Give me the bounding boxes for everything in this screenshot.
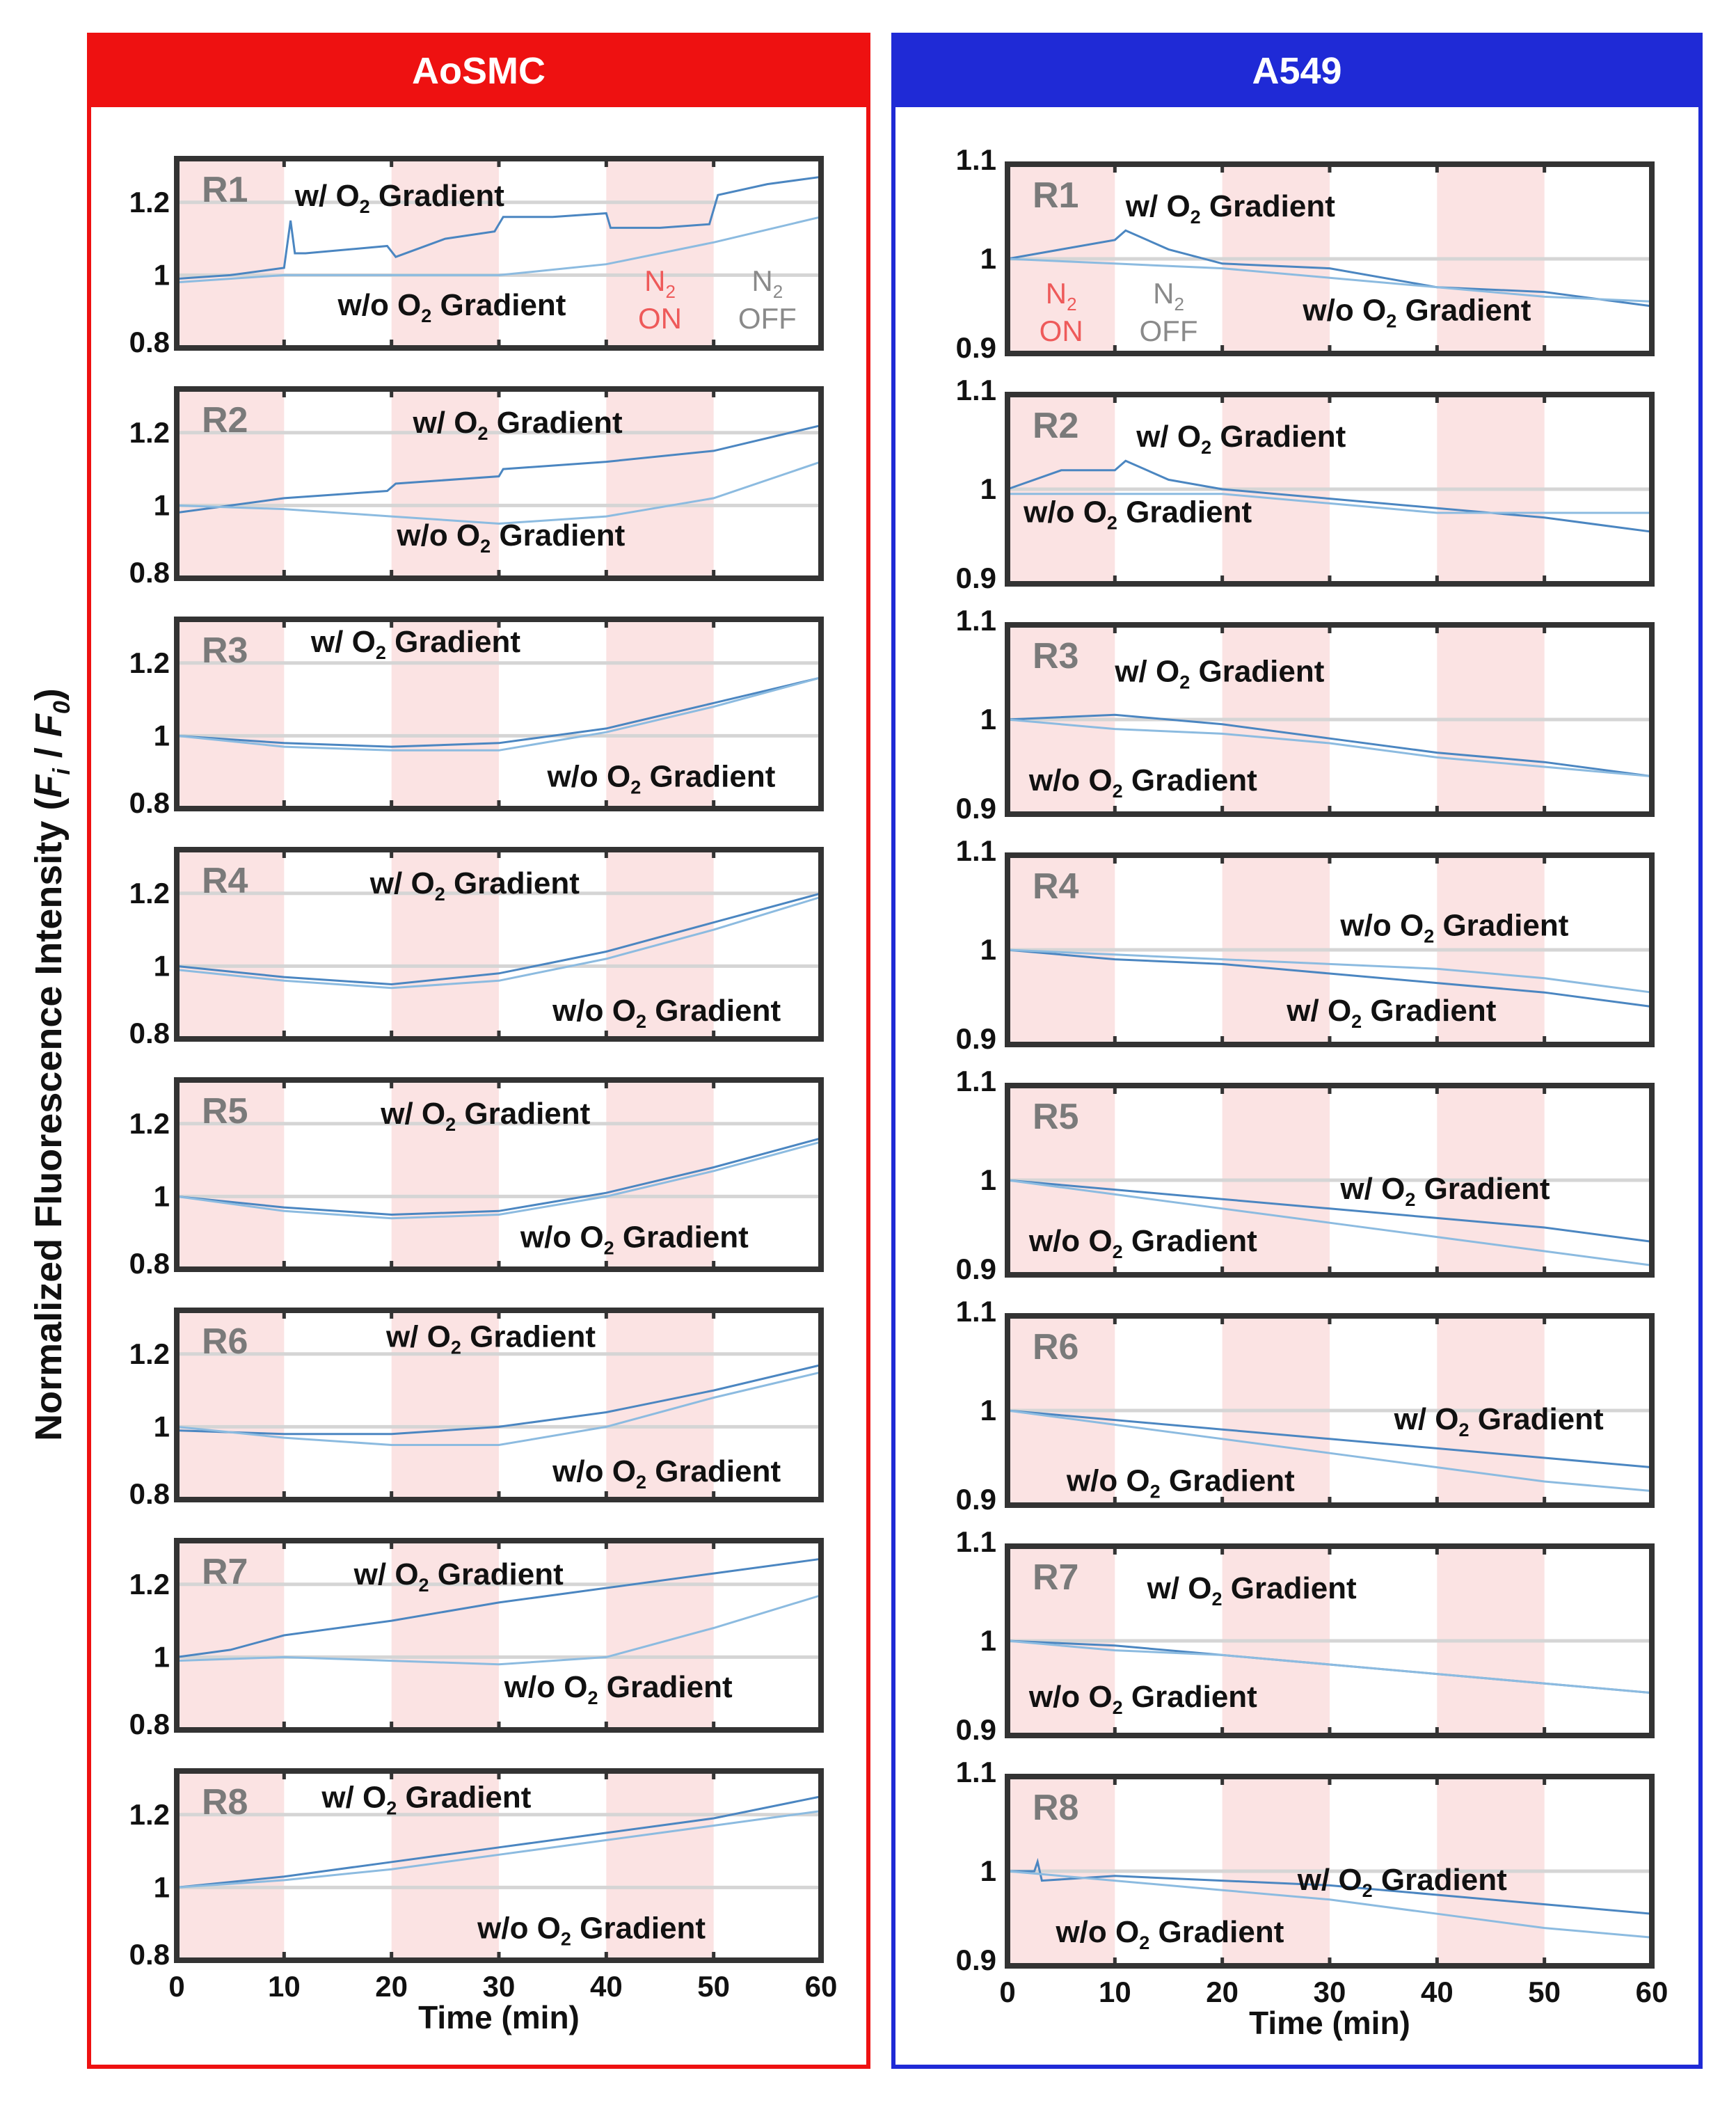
y-tick-label: 0.8 xyxy=(129,326,170,358)
series-annotation: w/ $O_2$ Gradient xyxy=(385,1319,596,1358)
row-label: R8 xyxy=(202,1782,248,1822)
n2-on-label-state: ON xyxy=(1039,315,1083,347)
x-tick-label: 10 xyxy=(267,1970,301,2003)
subplot-aosmc-r4 xyxy=(129,850,821,1049)
x-axis-title: Time (min) xyxy=(418,1999,580,2035)
subplot-aosmc-r7 xyxy=(129,1541,821,1740)
subplot-a549-r3 xyxy=(956,604,1652,825)
y-tick-label: 1.2 xyxy=(129,876,170,909)
subplot-a549-r8 xyxy=(956,1756,1669,2041)
subplot-aosmc-r6 xyxy=(129,1310,821,1510)
y-tick-label: 1 xyxy=(153,488,170,522)
row-label: R7 xyxy=(1033,1557,1079,1598)
y-tick-label: 1.1 xyxy=(955,604,996,637)
y-tick-label: 0.8 xyxy=(129,556,170,589)
n2-on-label-state: ON xyxy=(638,302,682,335)
row-label: R8 xyxy=(1033,1788,1079,1828)
y-tick-label: 1.1 xyxy=(955,1525,996,1558)
n2-on-label: $N_2$ xyxy=(1045,277,1077,315)
series-annotation: w/ $O_2$ Gradient xyxy=(1297,1863,1507,1902)
series-annotation: w/o $O_2$ Gradient xyxy=(1028,763,1257,802)
series-annotation: w/o $O_2$ Gradient xyxy=(477,1911,706,1950)
series-annotation: w/o $O_2$ Gradient xyxy=(1340,908,1569,947)
y-tick-label: 1.1 xyxy=(955,1756,996,1788)
y-tick-label: 0.9 xyxy=(955,1713,996,1746)
y-tick-label: 0.9 xyxy=(955,331,996,364)
y-tick-label: 1 xyxy=(153,1179,170,1213)
y-tick-label: 1 xyxy=(153,1640,170,1674)
x-tick-label: 50 xyxy=(697,1970,731,2003)
subplot-aosmc-r2 xyxy=(129,389,821,589)
x-axis-title: Time (min) xyxy=(1249,2005,1410,2041)
x-tick-label: 30 xyxy=(1313,1976,1346,2008)
series-annotation: w/ $O_2$ Gradient xyxy=(1136,419,1346,458)
y-tick-label: 1.1 xyxy=(955,834,996,867)
series-annotation: w/ $O_2$ Gradient xyxy=(1125,189,1335,228)
row-label: R2 xyxy=(202,400,248,440)
series-annotation: w/ $O_2$ Gradient xyxy=(1287,994,1497,1032)
n2-off-label-state: OFF xyxy=(738,302,797,335)
y-tick-label: 0.9 xyxy=(955,1022,996,1055)
series-annotation: w/ $O_2$ Gradient xyxy=(369,866,580,905)
y-tick-label: 1.2 xyxy=(129,646,170,679)
series-annotation: w/o $O_2$ Gradient xyxy=(504,1669,733,1708)
n2-off-label: $N_2$ xyxy=(751,264,783,302)
y-tick-label: 0.9 xyxy=(955,562,996,594)
row-label: R1 xyxy=(1033,175,1079,216)
subplot-a549-r2 xyxy=(956,374,1652,594)
y-tick-label: 1.2 xyxy=(129,185,170,219)
series-annotation: w/o $O_2$ Gradient xyxy=(1028,1680,1257,1719)
subplot-a549-r5 xyxy=(956,1065,1652,1285)
row-label: R7 xyxy=(202,1552,248,1592)
subplot-aosmc-r5 xyxy=(129,1080,821,1280)
n2-off-label-state: OFF xyxy=(1139,315,1198,347)
y-tick-label: 1 xyxy=(153,949,170,983)
subplot-a549-r4 xyxy=(956,834,1652,1055)
series-annotation: w/ $O_2$ Gradient xyxy=(413,405,623,444)
y-tick-label: 1 xyxy=(980,933,996,966)
subplot-a549-r7 xyxy=(956,1525,1652,1746)
x-tick-label: 20 xyxy=(1206,1976,1239,2008)
y-tick-label: 1 xyxy=(153,258,170,292)
y-tick-label: 1.2 xyxy=(129,1106,170,1140)
x-tick-label: 50 xyxy=(1528,1976,1561,2008)
y-tick-label: 1.2 xyxy=(129,1337,170,1370)
series-annotation: w/o $O_2$ Gradient xyxy=(1028,1224,1257,1262)
row-label: R1 xyxy=(202,170,248,210)
y-tick-label: 0.8 xyxy=(129,1938,170,1971)
subplot-aosmc-r1 xyxy=(129,159,821,358)
y-tick-label: 1 xyxy=(980,1163,996,1196)
y-tick-label: 1.1 xyxy=(955,374,996,406)
y-tick-label: 1.2 xyxy=(129,1797,170,1831)
row-label: R4 xyxy=(202,861,248,901)
x-tick-label: 10 xyxy=(1098,1976,1131,2008)
series-annotation: w/o $O_2$ Gradient xyxy=(547,759,776,798)
series-annotation: w/ $O_2$ Gradient xyxy=(353,1557,564,1596)
row-label: R3 xyxy=(202,630,248,671)
y-tick-label: 1 xyxy=(153,1410,170,1443)
y-tick-label: 1 xyxy=(980,703,996,736)
y-tick-label: 1 xyxy=(980,242,996,275)
x-tick-label: 30 xyxy=(482,1970,516,2003)
y-tick-label: 0.9 xyxy=(955,1483,996,1516)
row-label: R5 xyxy=(202,1091,248,1131)
row-label: R5 xyxy=(1033,1097,1079,1137)
y-tick-label: 1.2 xyxy=(129,1567,170,1600)
row-label: R2 xyxy=(1033,406,1079,446)
y-tick-label: 1.1 xyxy=(955,143,996,176)
y-tick-label: 0.8 xyxy=(129,1017,170,1049)
x-tick-label: 0 xyxy=(999,1976,1016,2008)
subplot-aosmc-r3 xyxy=(129,619,821,819)
row-label: R6 xyxy=(202,1321,248,1362)
series-annotation: w/ $O_2$ Gradient xyxy=(1115,654,1325,693)
series-annotation: w/o $O_2$ Gradient xyxy=(337,287,566,326)
series-annotation: w/ $O_2$ Gradient xyxy=(1340,1172,1550,1211)
y-tick-label: 0.8 xyxy=(129,1708,170,1740)
series-annotation: w/o $O_2$ Gradient xyxy=(1066,1463,1295,1502)
series-annotation: w/o $O_2$ Gradient xyxy=(552,1454,781,1493)
y-tick-label: 1 xyxy=(980,1854,996,1887)
series-annotation: w/ $O_2$ Gradient xyxy=(310,625,521,664)
y-tick-label: 1.1 xyxy=(955,1065,996,1097)
panel-title: AoSMC xyxy=(412,50,546,92)
y-tick-label: 0.8 xyxy=(129,1247,170,1280)
series-annotation: w/ $O_2$ Gradient xyxy=(1394,1402,1604,1441)
series-annotation: w/o $O_2$ Gradient xyxy=(552,993,781,1032)
row-label: R4 xyxy=(1033,866,1079,907)
y-tick-label: 1.1 xyxy=(955,1295,996,1328)
series-annotation: w/o $O_2$ Gradient xyxy=(1303,293,1531,332)
x-tick-label: 40 xyxy=(589,1970,623,2003)
y-tick-label: 0.9 xyxy=(955,1944,996,1976)
y-tick-label: 0.8 xyxy=(129,1477,170,1510)
y-tick-label: 1 xyxy=(980,1394,996,1427)
x-tick-label: 60 xyxy=(804,1970,838,2003)
subplot-a549-r6 xyxy=(956,1295,1652,1516)
panel-title: A549 xyxy=(1252,50,1342,92)
y-axis-label: Normalized Fluorescence Intensity $(F_i / F_0)$ xyxy=(28,688,75,1441)
series-annotation: w/o $O_2$ Gradient xyxy=(520,1220,749,1259)
series-annotation: w/o $O_2$ Gradient xyxy=(1024,495,1252,534)
series-annotation: w/ $O_2$ Gradient xyxy=(1147,1571,1357,1610)
y-tick-label: 1.2 xyxy=(129,415,170,449)
y-tick-label: 0.9 xyxy=(955,792,996,825)
x-tick-label: 20 xyxy=(375,1970,408,2003)
n2-off-label: $N_2$ xyxy=(1153,277,1184,315)
y-tick-label: 1 xyxy=(153,1870,170,1904)
x-tick-label: 0 xyxy=(168,1970,185,2003)
series-annotation: w/ $O_2$ Gradient xyxy=(294,179,504,217)
y-tick-label: 0.9 xyxy=(955,1253,996,1285)
row-label: R6 xyxy=(1033,1327,1079,1367)
y-tick-label: 1 xyxy=(153,719,170,752)
x-tick-label: 40 xyxy=(1420,1976,1454,2008)
series-annotation: w/ $O_2$ Gradient xyxy=(381,1096,591,1135)
y-tick-label: 1 xyxy=(980,1624,996,1657)
n2-on-label: $N_2$ xyxy=(644,264,676,302)
x-tick-label: 60 xyxy=(1635,1976,1669,2008)
y-tick-label: 1 xyxy=(980,472,996,505)
series-annotation: w/o $O_2$ Gradient xyxy=(1056,1915,1284,1953)
subplot-aosmc-r8 xyxy=(129,1771,838,2035)
y-tick-label: 0.8 xyxy=(129,786,170,819)
subplot-a549-r1 xyxy=(956,143,1652,364)
series-annotation: w/ $O_2$ Gradient xyxy=(321,1780,532,1819)
row-label: R3 xyxy=(1033,636,1079,676)
series-annotation: w/o $O_2$ Gradient xyxy=(397,518,626,557)
